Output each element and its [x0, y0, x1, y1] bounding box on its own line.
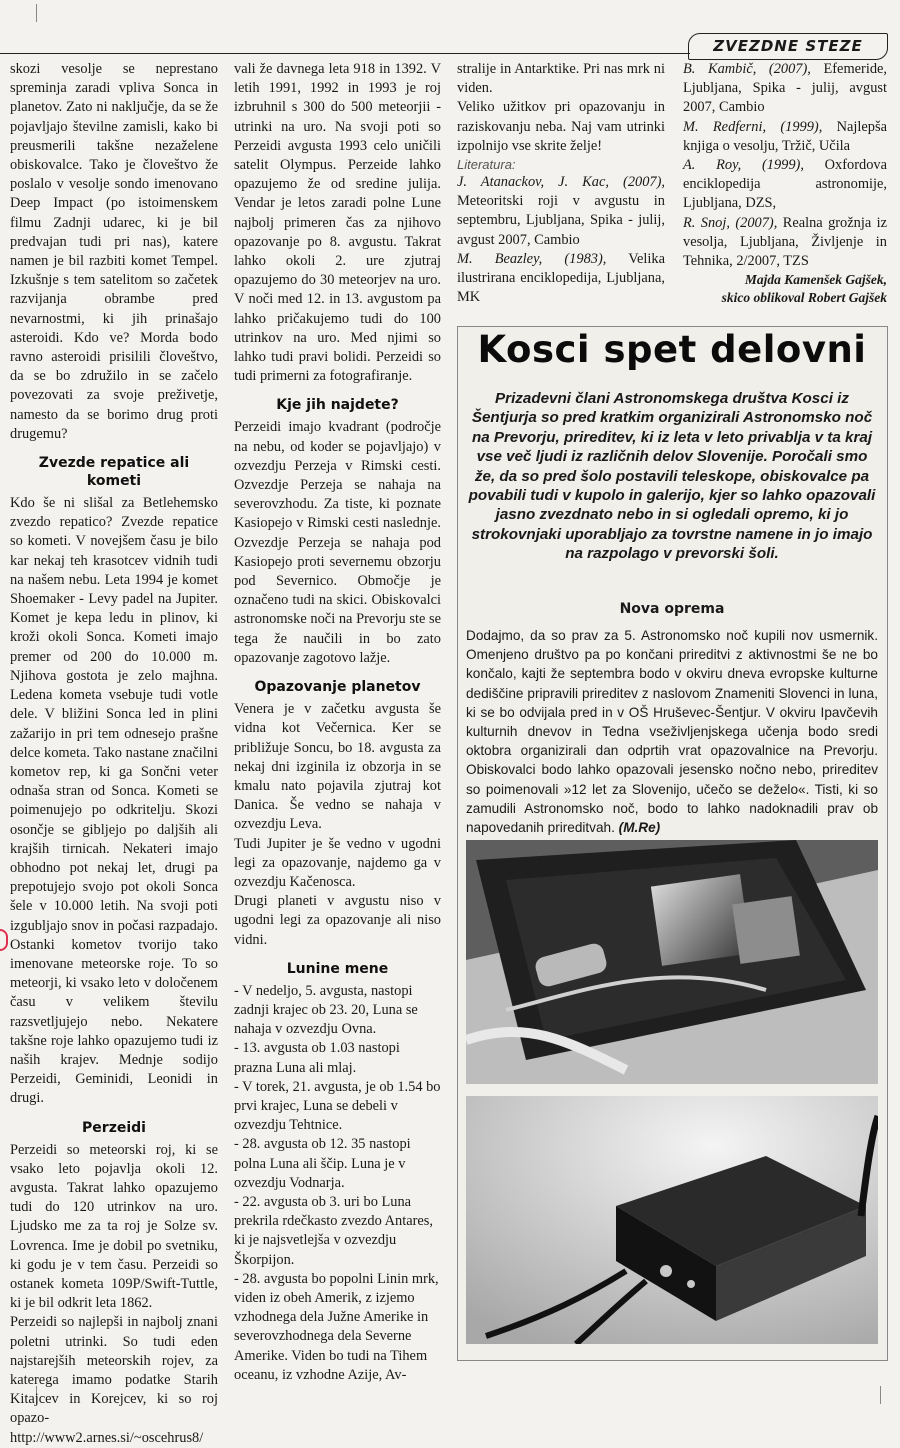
paragraph: stralije in Antarktike. Pri nas mrk ni viden.: [457, 61, 665, 97]
list-item: - 22. avgusta ob 3. uri bo Luna prekrila rdečkasto zvezdo Antares, ki je najsvetlejša v ozvezdju Škorpijon.: [234, 1193, 433, 1268]
paragraph: Veliko užitkov pri opazovanju in raziskovanju neba. Naj vam utrinki izpolnijo vse skrite želje!: [457, 99, 665, 154]
paragraph: Kdo še ni slišal za Betlehemsko zvezdo repatico? Zvezde repatice so kometi. V novejšem času je bilo kar nekaj teh krasotcev vidnih tudi na našem nebu. Leta 1994 je komet Shoemaker - Levy padel na Jupiter. Komet je kepa ledu in plinov, ki kroži okoli Sonca. Kometi imajo premer od 200 do 10.000 m. Njihova gostota je zelo majhna. Ledena kometa vsebuje tudi votle dele. V bližini Sonca led in plini zažarijo in pri tem odnesejo prašne delce kometa. Tako nastane značilni kometov rep, ki ga Sončni veter odnaša stran od Sonca. Kometi se poimenujejo po odkritelju. Skozi osončje se gibljejo po daljših ali krajših tirnicah. Nekateri imajo obhodno pot nekaj let, drugi pa prepotujejo svojo pot okoli Sonca šele v 10.000 letih. Na svoji poti izgubljajo snov in počasi razpadajo. Ostanki kometov tvorijo tako imenovane meteorske roje. To so meteorji, ki vsako leto v določenem času v velikem številu razsvetljujejo nebo. Nekatere takšne roje lahko opazujemo tudi iz naših krajev. Mednje sodijo Perzeidi, Geminidi, Leonidi in drugi.: [10, 495, 218, 1107]
list-item: - 28. avgusta ob 12. 35 nastopi polna Luna ali ščip. Luna je v ozvezdju Vodnarja.: [234, 1136, 411, 1191]
list-item: - V nedeljo, 5. avgusta, nastopi zadnji krajec ob 23. 20, Luna se nahaja v ozvezdju Ovna.: [234, 982, 418, 1038]
heading-where: Kje jih najdete?: [276, 397, 399, 414]
article-credit: (M.Re): [618, 820, 661, 836]
paragraph: Perzeidi so meteorski roj, ki se vsako leto pojavlja okoli 12. avgusta. Takrat lahko opazujemo tudi do 120 utrinkov na uro. Ljudsko me za ta roj je Solze sv. Lovrenca. Ime je dobil po svetniku, ki godu je v tem času. Perzeidi so ostanek kometa 109P/Swift-Tuttle, ki je bil odkrit leta 1862.: [10, 1141, 218, 1312]
header-rule: [0, 53, 690, 54]
paragraph: Tudi Jupiter je še vedno v ugodni legi za opazovanje, najdemo ga v ozvezdju Kačenosca.: [234, 835, 441, 890]
list-item: - 28. avgusta bo popolni Linin mrk, viden iz obeh Amerik, z izjemo vzhodnega dela Južne Amerike in severovzhodnega dela Severne Amerike. Viden bo tudi na Tihem oceanu, iz vzhodne Azije, Av-: [234, 1270, 439, 1383]
article-title: Kosci spet delovni: [477, 328, 867, 371]
article-subheading: Nova oprema: [619, 601, 725, 617]
column-1: [10, 60, 218, 1448]
reference: M. Beazley, (1983), Velika ilustrirana enciklopedija, Ljubljana, MK: [457, 250, 665, 306]
paragraph: Drugi planeti v avgustu niso v ugodni legi za opazovanje ali niso vidni.: [234, 893, 441, 948]
column-2: [234, 60, 441, 1385]
heading-moon-phases: Lunine mene: [286, 960, 389, 977]
list-item: - V torek, 21. avgusta, je ob 1.54 bo prvi krajec, Luna se debeli v ozvezdju Tehtnice.: [234, 1078, 441, 1134]
paragraph: Venera je v začetku avgusta še vidna kot Večernica. Ker se približuje Soncu, bo 18. avgusta za nekaj dni izginila iz obzorja in se kmalu nato pojavila zjutraj kot Danica. Še vedno se nahaja v ozvezdju Leva.: [234, 701, 441, 833]
column-3: [457, 60, 665, 307]
reference: R. Snoj, (2007), Realna grožnja iz vesolja, Ljubljana, Življenje in Tehnika, 2/2007, TZS: [683, 214, 887, 270]
column-4: [683, 60, 887, 307]
article-lead: Prizadevni člani Astronomskega društva Kosci iz Šentjurja so pred kratkim organizirali Astronomsko noč na Prevorju, prireditev, ki iz leta v leto privablja v ta kraj vse več ljudi iz različnih delov Slovenije. Poročali smo že, da so pred šolo postavili teleskope, obiskovalce pa povabili tudi v kupolo in galerijo, kjer so lahko opazovali jasno zvezdnato nebo in si ogledali opremo, ki jo strokovnjaki uporabljajo za tovrstne namene in jo imajo na razpolago v prevorski šoli.: [468, 390, 876, 563]
sketch-credit: skico oblikoval Robert Gajšek: [721, 290, 887, 306]
reference: M. Redferni, (1999), Najlepša knjiga o vesolju, Tržič, Učila: [683, 118, 887, 154]
paragraph: Perzeidi imajo kvadrant (področje na nebu, od koder se pojavljajo) v ozvezdju Perzeja v Rimski cesti. Ozvezdje Perzeja se nahaja na severovzhodu. Za tiste, ki poznate Kasiopejo v Rimski cesti naslednje. Ozvezdje Perzeja se nahaja pod Kasiopejo proti severnemu obzorju pod Severnico. Območje je označeno tudi na skici. Obiskovalci astronomske noči na Prevorju ste se tega že naučili in bo zato opazovanje zagotovo lažje.: [234, 419, 441, 666]
photo-open-rectifier: [466, 840, 878, 1084]
margin-highlight-mark: [0, 929, 8, 951]
literature-label: Literatura:: [457, 157, 516, 173]
article-body: Dodajmo, da so prav za 5. Astronomsko noč kupili nov usmernik. Omenjeno društvo pa po končani prireditvi z aktivnostmi še ne bo končalo, kajti že septembra bodo v okviru dneva evropske kulturne dediščine pripravili prireditev z naslovom Znameniti Slovenci in luna, ki se bo odvijala pred in v OŠ Hruševec-Šentjur. V okviru Ipavčevih kulturnih dnevov in Tedna vseživljenjskega učenja bodo sredi oktobra organizirali dan odprtih vrat opazovalnice na Prevorju. Obiskovalci bodo lahko opazovali jesensko nočno nebo, prireditev so poimenovali »12 let za Slovenijo, učečo se deželo«. Tisti, ki so zamudili Astronomsko noč, bodo to lahko nadoknadili prav ob napovedanih prireditvah. (M.Re): [466, 628, 878, 836]
paragraph: Perzeidi so najlepši in najbolj znani poletni utrinki. So tudi eden najstarejših meteorskih rojev, za katerega imamo podatke Starih Kitajcev in Korejcev, ki so roj opazo- http://www2.arnes.si/~oscehrus8/: [10, 1314, 218, 1446]
reference: A. Roy, (1999), Oxfordova enciklopedija astronomije, Ljubljana, DZS,: [683, 157, 887, 212]
paragraph: skozi vesolje se neprestano spreminja zaradi vpliva Sonca in planetov. Zato ni naključje, da se že pojavljajo številne zamisli, kako bi preusmerili takšne nezaželene obiskovalce. Tako je človeštvo že poslalo v vesolje sondo imenovano Deep Impact (po istoimenskem filmu Zadnji udarec, ki je bil predvajan tudi pri nas), katere namen je bil razbiti komet Tempel. Izkušnje s tem satelitom so začetek razvijanja obrambe pred nevarnostmi, ki jih prinašajo asteroidi. Kdo ve? Morda bodo ravno asteroidi prisilili človeštvo, da se bo združilo in se začelo povezovati za svoje preživetje, namesto da se borimo drug proti drugemu?: [10, 61, 218, 442]
list-item: - 13. avgusta ob 1.03 nastopi prazna Luna ali mlaj.: [234, 1040, 400, 1076]
heading-planets: Opazovanje planetov: [254, 679, 421, 696]
crop-mark: [36, 4, 37, 22]
heading-perseids: Perzeidi: [82, 1119, 146, 1136]
photo-open-rectifier-illustration: [466, 840, 878, 1084]
section-tag: ZVEZDNE STEZE: [688, 33, 888, 60]
author-signature: Majda Kamenšek Gajšek,: [744, 272, 887, 288]
photo-closed-rectifier-illustration: [466, 1096, 878, 1344]
crop-mark: [880, 1386, 881, 1404]
photo-closed-rectifier: [466, 1096, 878, 1344]
paragraph: vali že davnega leta 918 in 1392. V letih 1991, 1992 in 1993 je roj izbruhnil s 300 do 500 meteorjii - utrinki na uro. Na svoji poti so Perzeidi avgusta 1993 celo uničili satelit Olympus. Perzeide lahko opazujemo že od sredine julija. Vendar je letos zaradi polne Lune najbolj primeren čas za njihovo opazovanje po 8. avgustu. Takrat lahko okoli 2. ure zjutraj opazujemo do 30 meteorjev na uro. V noči med 12. in 13. avgustom pa lahko pričakujemo tudi do 100 utrinkov na uro. Med njimi so lahko tudi pravi bolidi. Perzeidi so tudi primerni za fotografiranje.: [234, 61, 441, 385]
heading-comets: Zvezde repatice ali kometi: [38, 455, 190, 490]
reference: B. Kambič, (2007), Efemeride, Ljubljana, Spika - julij, avgust 2007, Cambio: [683, 61, 887, 116]
reference: J. Atanackov, J. Kac, (2007), Meteoritski roji v avgustu in septembru, Ljubljana, Spika - julij, avgust 2007, Cambio: [457, 174, 665, 248]
